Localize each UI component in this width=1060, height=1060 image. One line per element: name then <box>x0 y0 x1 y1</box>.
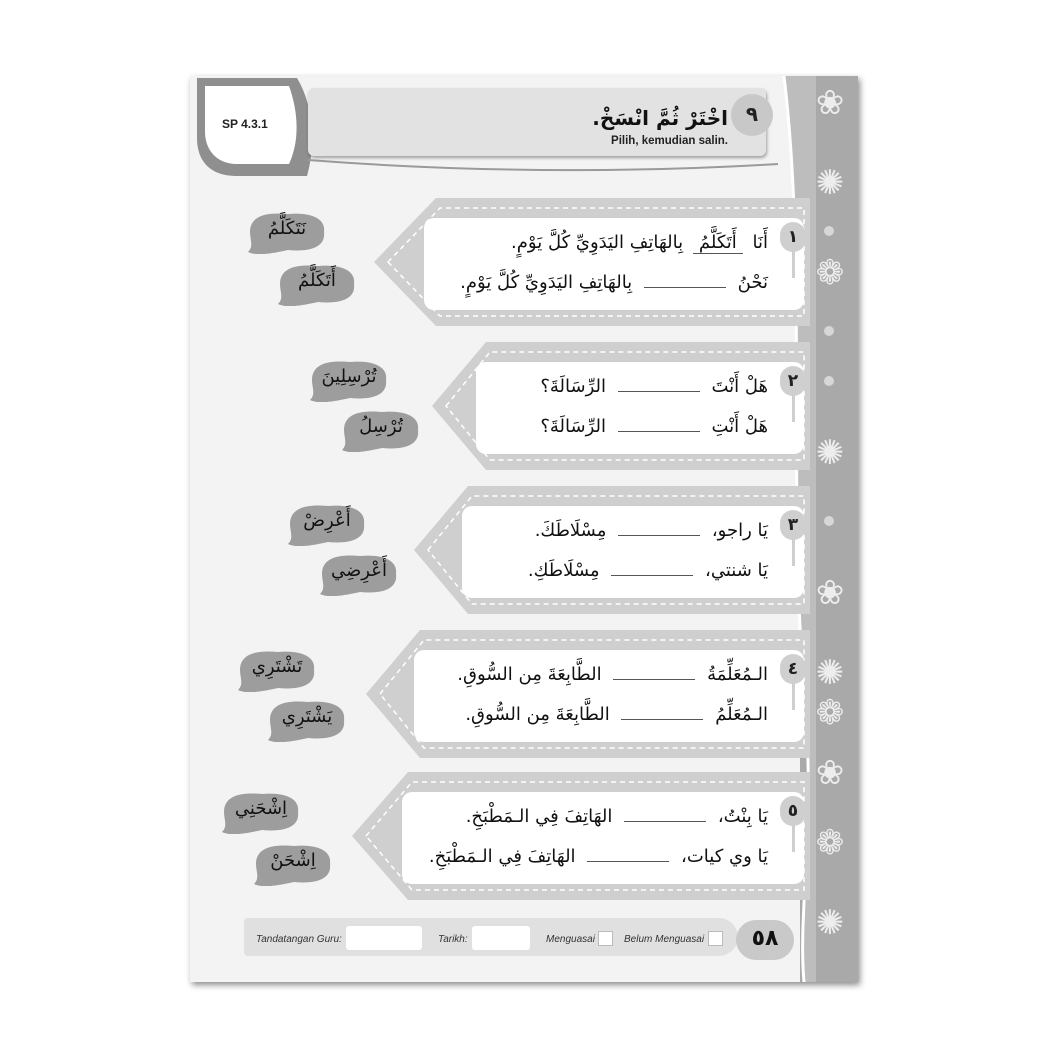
dot-ornament <box>824 226 834 236</box>
sentence-text: بِالهَاتِفِ اليَدَوِيِّ كُلَّ يَوْمٍ. <box>460 272 633 293</box>
date-label: Tarikh: <box>438 934 468 945</box>
choice-bubble[interactable] <box>286 502 368 546</box>
answer-blank[interactable] <box>624 807 706 822</box>
flower-ornament-icon: ✺ <box>815 903 845 943</box>
choice-text: تَشْتَرِي <box>251 656 303 677</box>
sentence-line-2 <box>540 416 768 437</box>
sentence-line-1 <box>457 664 768 685</box>
flower-ornament-icon: ✺ <box>815 433 845 473</box>
sentence-text: مِسْلَاطَكِ. <box>527 560 600 581</box>
mastered-checkbox[interactable] <box>598 931 613 946</box>
flower-ornament-icon: ✺ <box>815 653 845 693</box>
choice-bubble[interactable] <box>220 790 302 834</box>
sentence-text: الطَّابِعَةَ مِن السُّوقِ. <box>465 704 610 725</box>
tag-drip <box>792 536 795 566</box>
choice-text: أَعْرِضِي <box>331 560 387 581</box>
flower-ornament-icon: ❁ <box>815 253 845 293</box>
flower-ornament-icon: ❀ <box>815 753 845 793</box>
dot-ornament <box>824 516 834 526</box>
question-number: ٥ <box>780 796 806 826</box>
flower-ornament-icon: ❀ <box>815 83 845 123</box>
sentence-text: الـمُعَلِّمَةُ <box>707 664 768 685</box>
flower-ornament-icon: ❁ <box>815 823 845 863</box>
sentence-text: بِالهَاتِفِ اليَدَوِيِّ كُلَّ يَوْمٍ. <box>511 232 684 253</box>
question-row <box>374 196 812 328</box>
sentence-line-1 <box>511 232 768 254</box>
choice-text: أَعْرِضْ <box>303 510 351 531</box>
choice-text: نَتَكَلَّمُ <box>267 218 307 239</box>
tag-drip <box>792 822 795 852</box>
answer-blank[interactable] <box>618 377 700 392</box>
teacher-signature-box[interactable] <box>346 926 422 950</box>
flower-ornament-icon: ❁ <box>815 693 845 733</box>
question-row <box>366 628 812 760</box>
sentence-text: الرِّسَالَةَ؟ <box>540 376 606 397</box>
answer-blank[interactable] <box>587 847 669 862</box>
answer-blank[interactable] <box>621 705 703 720</box>
question-number: ٤ <box>780 654 806 684</box>
choice-text: أَتَكَلَّمُ <box>298 270 336 291</box>
sentence-text: الهَاتِفَ فِي الـمَطْبَخِ. <box>428 846 576 867</box>
answer-blank[interactable] <box>613 665 695 680</box>
banner-underline <box>308 158 778 176</box>
answer-blank[interactable] <box>644 273 726 288</box>
sentence-text: هَلْ أَنْتِ <box>711 416 768 437</box>
sentence-line-1 <box>466 806 768 827</box>
sentence-text: الطَّابِعَةَ مِن السُّوقِ. <box>457 664 602 685</box>
answer-blank[interactable] <box>618 521 700 536</box>
tag-drip <box>792 392 795 422</box>
sentence-text: يَا شنتي، <box>705 560 768 581</box>
question-row <box>414 484 812 616</box>
date-box[interactable] <box>472 926 530 950</box>
page-number: ٥٨ <box>736 920 794 960</box>
question-number: ٢ <box>780 366 806 396</box>
sentence-line-2 <box>429 846 768 867</box>
dot-ornament <box>824 326 834 336</box>
choice-bubble[interactable] <box>308 358 390 402</box>
choice-text: اِشْحَنِي <box>234 798 288 819</box>
sentence-line-2 <box>460 272 768 293</box>
tag-drip <box>792 248 795 278</box>
sentence-line-1 <box>540 376 768 397</box>
choice-text: تُرْسِلُ <box>359 416 403 437</box>
not-mastered-checkbox[interactable] <box>708 931 723 946</box>
not-mastered-label: Belum Menguasai <box>624 934 705 945</box>
sentence-text: الـمُعَلِّمُ <box>715 704 768 725</box>
tag-drip <box>792 680 795 710</box>
instruction-arabic: اخْتَرْ ثُمَّ انْسَخْ. <box>592 106 728 130</box>
sentence-text: الهَاتِفَ فِي الـمَطْبَخِ. <box>465 806 613 827</box>
sentence-text: يَا راجو، <box>711 520 768 541</box>
teacher-signature-label: Tandatangan Guru: <box>256 934 342 945</box>
sentence-text: نَحْنُ <box>737 272 768 293</box>
answer-filled[interactable]: أَتَكَلَّمُ <box>693 232 743 254</box>
choice-bubble[interactable] <box>266 698 348 742</box>
instruction-malay: Pilih, kemudian salin. <box>611 135 728 147</box>
sentence-text: يَا وي كيات، <box>681 846 768 867</box>
answer-blank[interactable] <box>618 417 700 432</box>
question-number: ٣ <box>780 510 806 540</box>
choice-text: يَشْتَرِي <box>281 706 333 727</box>
question-row <box>352 770 812 902</box>
question-number: ١ <box>780 222 806 252</box>
choice-bubble[interactable] <box>236 648 318 692</box>
choice-bubble[interactable] <box>318 552 400 596</box>
skill-code: SP 4.3.1 <box>222 117 268 131</box>
choice-bubble[interactable] <box>246 210 328 254</box>
sentence-text: مِسْلَاطَكَ. <box>534 520 607 541</box>
sentence-line-1 <box>535 520 768 541</box>
question-row <box>432 340 812 472</box>
sentence-text: هَلْ أَنْتَ <box>711 376 768 397</box>
choice-text: تُرْسِلِينَ <box>321 366 377 387</box>
sentence-text: أَنَا <box>752 232 768 253</box>
choice-bubble[interactable] <box>340 408 422 452</box>
sentence-line-2 <box>528 560 768 581</box>
exercise-number-badge: ٩ <box>731 94 773 136</box>
dot-ornament <box>824 376 834 386</box>
flower-ornament-icon: ❀ <box>815 573 845 613</box>
choice-text: اِشْحَنْ <box>270 850 316 871</box>
mastered-label: Menguasai <box>546 934 595 945</box>
choice-bubble[interactable] <box>276 262 358 306</box>
answer-blank[interactable] <box>611 561 693 576</box>
sentence-line-2 <box>465 704 768 725</box>
sentence-text: يَا بِنْتُ، <box>717 806 768 827</box>
flower-ornament-icon: ✺ <box>815 163 845 203</box>
choice-bubble[interactable] <box>252 842 334 886</box>
sentence-text: الرِّسَالَةَ؟ <box>540 416 606 437</box>
